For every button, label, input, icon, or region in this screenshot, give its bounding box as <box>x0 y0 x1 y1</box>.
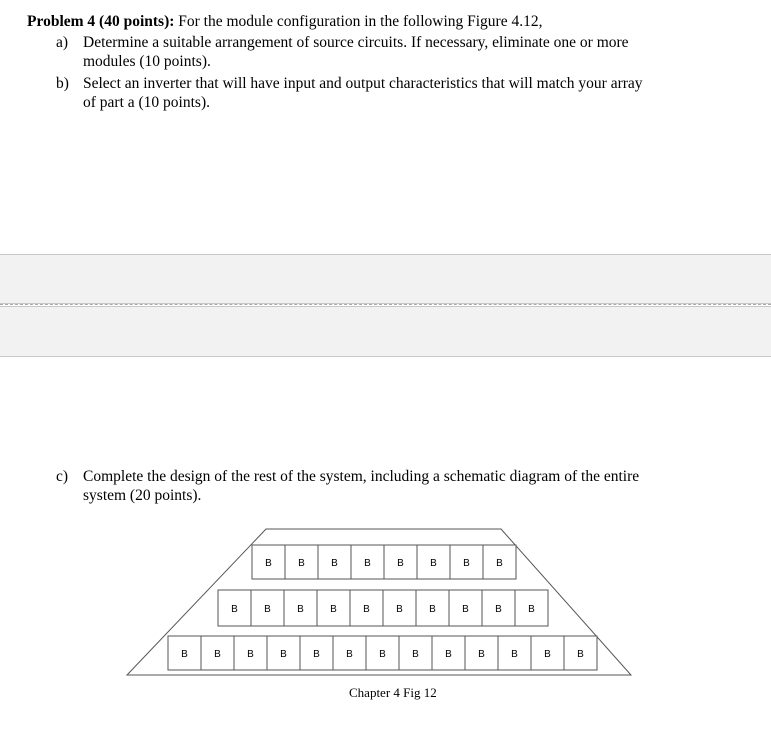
pv-module-label: B <box>264 604 271 615</box>
pv-module <box>564 636 597 670</box>
pv-module-label: B <box>231 604 238 615</box>
pv-module-label: B <box>429 604 436 615</box>
pv-module <box>450 545 483 579</box>
pv-module <box>449 590 482 626</box>
pv-module-label: B <box>528 604 535 615</box>
pv-module-label: B <box>412 649 419 660</box>
pv-module-label: B <box>445 649 452 660</box>
pv-module <box>333 636 366 670</box>
pv-module-label: B <box>297 604 304 615</box>
pv-module-label: B <box>462 604 469 615</box>
pv-module-label: B <box>265 558 272 569</box>
pv-module <box>417 545 450 579</box>
pv-module-label: B <box>331 558 338 569</box>
pv-module <box>351 545 384 579</box>
pv-module <box>252 545 285 579</box>
pv-module-label: B <box>364 558 371 569</box>
pv-module <box>318 545 351 579</box>
pv-module-label: B <box>346 649 353 660</box>
pv-module <box>432 636 465 670</box>
part-a-line-2: modules (10 points). <box>83 53 211 70</box>
pv-module <box>482 590 515 626</box>
pv-module-label: B <box>280 649 287 660</box>
pv-module-label: B <box>313 649 320 660</box>
pv-module <box>168 636 201 670</box>
problem-title: Problem 4 (40 points): <box>27 13 175 30</box>
pv-module <box>498 636 531 670</box>
pv-module-label: B <box>430 558 437 569</box>
pv-module-label: B <box>544 649 551 660</box>
pv-module <box>483 545 516 579</box>
pv-module-label: B <box>298 558 305 569</box>
pv-module <box>317 590 350 626</box>
pv-module <box>285 545 318 579</box>
pv-module-label: B <box>478 649 485 660</box>
figure-caption: Chapter 4 Fig 12 <box>349 685 437 700</box>
pv-module-label: B <box>397 558 404 569</box>
pv-module <box>284 590 317 626</box>
pv-module <box>218 590 251 626</box>
pv-module <box>531 636 564 670</box>
pv-module <box>416 590 449 626</box>
pv-module <box>234 636 267 670</box>
pv-module <box>201 636 234 670</box>
pv-module-label: B <box>495 604 502 615</box>
pv-module <box>366 636 399 670</box>
pv-module <box>515 590 548 626</box>
part-c-line-1: Complete the design of the rest of the system, including a schematic diagram of the entire <box>83 468 640 485</box>
pv-module-label: B <box>379 649 386 660</box>
pv-module-label: B <box>577 649 584 660</box>
pv-module-label: B <box>396 604 403 615</box>
part-b-line-2: of part a (10 points). <box>83 94 210 111</box>
pv-module-label: B <box>330 604 337 615</box>
pv-module <box>384 545 417 579</box>
pv-module-label: B <box>496 558 503 569</box>
pv-module <box>350 590 383 626</box>
part-a-line-1: Determine a suitable arrangement of source circuits. If necessary, eliminate one or more <box>83 34 629 51</box>
pv-module <box>465 636 498 670</box>
part-b-line-1: Select an inverter that will have input and output characteristics that will match your array <box>83 75 643 92</box>
part-c-line-2: system (20 points). <box>83 487 202 504</box>
pv-module <box>383 590 416 626</box>
pv-module <box>267 636 300 670</box>
pv-module <box>399 636 432 670</box>
part-c-label: c) <box>56 468 69 485</box>
pv-module-label: B <box>181 649 188 660</box>
pv-module-label: B <box>463 558 470 569</box>
pv-module-label: B <box>511 649 518 660</box>
part-a-label: a) <box>56 34 69 51</box>
pv-module <box>251 590 284 626</box>
pv-module <box>300 636 333 670</box>
pv-module-label: B <box>247 649 254 660</box>
problem-intro: For the module configuration in the following Figure 4.12, <box>174 13 543 30</box>
pv-module-label: B <box>363 604 370 615</box>
pv-module-label: B <box>214 649 221 660</box>
part-b-label: b) <box>56 75 69 92</box>
